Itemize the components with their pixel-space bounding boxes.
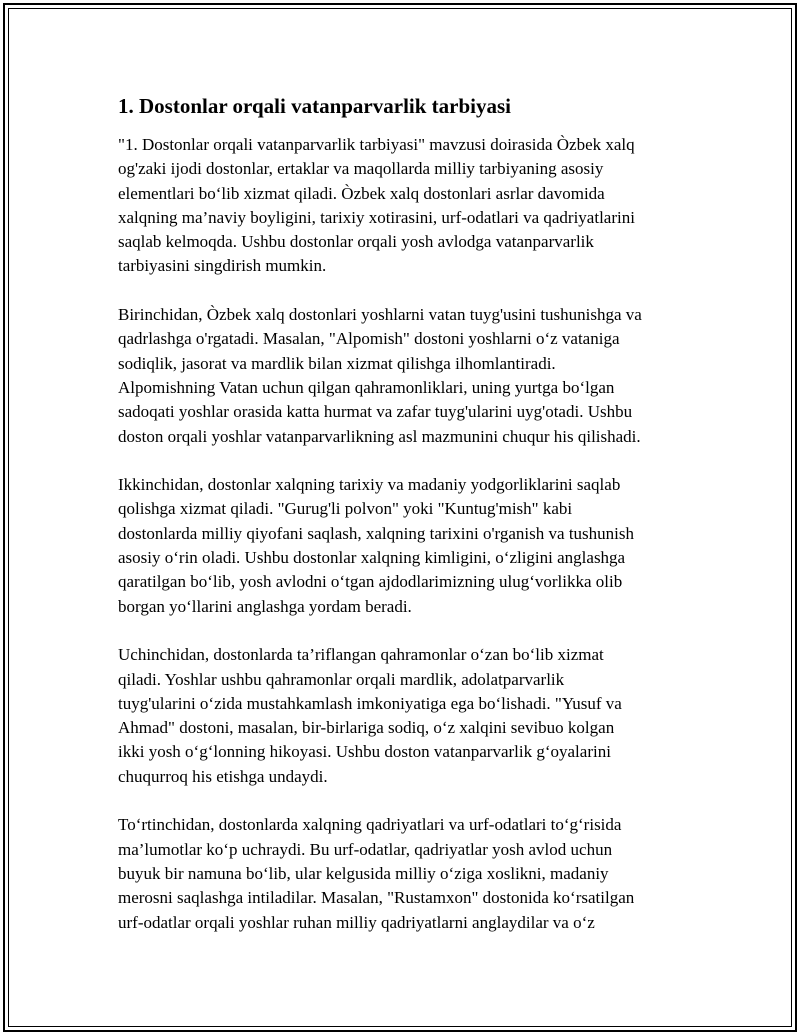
text-line: qiladi. Yoshlar ushbu qahramonlar orqali mardlik, adolatparvarlik <box>118 669 565 689</box>
text-line: urf-odatlar orqali yoshlar ruhan milliy qadriyatlarni anglaydilar va o‘z <box>118 912 595 932</box>
text-line: sodiqlik, jasorat va mardlik bilan xizmat qilishga ilhomlantiradi. <box>118 353 556 373</box>
text-line: borgan yo‘llarini anglashga yordam beradi. <box>118 596 412 616</box>
text-line: To‘rtinchidan, dostonlarda xalqning qadriyatlari va urf-odatlari to‘g‘risida <box>118 815 622 835</box>
paragraph-intro <box>118 133 698 279</box>
text-line: merosni saqlashga intiladilar. Masalan, "Rustamxon" dostonida ko‘rsatilgan <box>118 888 635 908</box>
text-line: "1. Dostonlar orqali vatanparvarlik tarbiyasi" mavzusi doirasida Òzbek xalq <box>118 135 635 154</box>
text-line: dostonlarda milliy qiyofani saqlash, xalqning tarixini o'rganish va tushunish <box>118 523 634 543</box>
text-line: Alpomishning Vatan uchun qilgan qahramonliklari, uning yurtga bo‘lgan <box>118 377 615 397</box>
paragraph-second <box>118 473 698 619</box>
text-line: elementlari bo‘lib xizmat qiladi. Òzbek xalq dostonlari asrlar davomida <box>118 183 605 203</box>
paragraph-third <box>118 643 698 789</box>
text-line: Ikkinchidan, dostonlar xalqning tarixiy va madaniy yodgorliklarini saqlab <box>118 475 621 495</box>
text-line: Uchinchidan, dostonlarda ta’riflangan qahramonlar o‘zan bo‘lib xizmat <box>118 645 604 665</box>
text-line: ma’lumotlar ko‘p uchraydi. Bu urf-odatlar, qadriyatlar yosh avlod uchun <box>118 839 613 859</box>
text-line: saqlab kelmoqda. Ushbu dostonlar orqali yosh avlodga vatanparvarlik <box>118 232 594 252</box>
text-line: Ahmad" dostoni, masalan, bir-birlariga sodiq, o‘z xalqini sevibuo kolgan <box>118 718 615 738</box>
paragraph-first <box>118 303 698 449</box>
text-line: tuyg'ularini o‘zida mustahkamlash imkoniyatiga ega bo‘lishadi. "Yusuf va <box>118 693 622 713</box>
text-line: qadrlashga o'rgatadi. Masalan, "Alpomish" dostoni yoshlarni o‘z vataniga <box>118 329 620 349</box>
text-line: tarbiyasini singdirish mumkin. <box>118 256 327 276</box>
text-line: doston orqali yoshlar vatanparvarlikning asl mazmunini chuqur his qilishadi. <box>118 426 641 446</box>
document-body <box>118 93 698 959</box>
text-line: Birinchidan, Òzbek xalq dostonlari yoshlarni vatan tuyg'usini tushunishga va <box>118 305 642 325</box>
text-line: chuqurroq his etishga undaydi. <box>118 766 328 786</box>
text-line: xalqning ma’naviy boyligini, tarixiy xotirasini, urf-odatlari va qadriyatlarini <box>118 207 635 227</box>
section-heading: 1. Dostonlar orqali vatanparvarlik tarbiyasi <box>118 94 512 118</box>
text-line: qolishga xizmat qiladi. "Gurug'li polvon" yoki "Kuntug'mish" kabi <box>118 499 573 519</box>
text-line: asosiy o‘rin oladi. Ushbu dostonlar xalqning kimligini, o‘zligini anglashga <box>118 548 626 568</box>
text-line: sadoqati yoshlar orasida katta hurmat va zafar tuyg'ularini uyg'otadi. Ushbu <box>118 402 633 422</box>
text-line: og'zaki ijodi dostonlar, ertaklar va maqollarda milliy tarbiyaning asosiy <box>118 159 604 179</box>
text-line: ikki yosh o‘g‘lonning hikoyasi. Ushbu doston vatanparvarlik g‘oyalarini <box>118 742 611 762</box>
text-line: buyuk bir namuna bo‘lib, ular kelgusida milliy o‘ziga xoslikni, madaniy <box>118 863 609 883</box>
paragraph-fourth <box>118 813 698 934</box>
text-line: qaratilgan bo‘lib, yosh avlodni o‘tgan ajdodlarimizning ulug‘vorlikka olib <box>118 572 623 592</box>
